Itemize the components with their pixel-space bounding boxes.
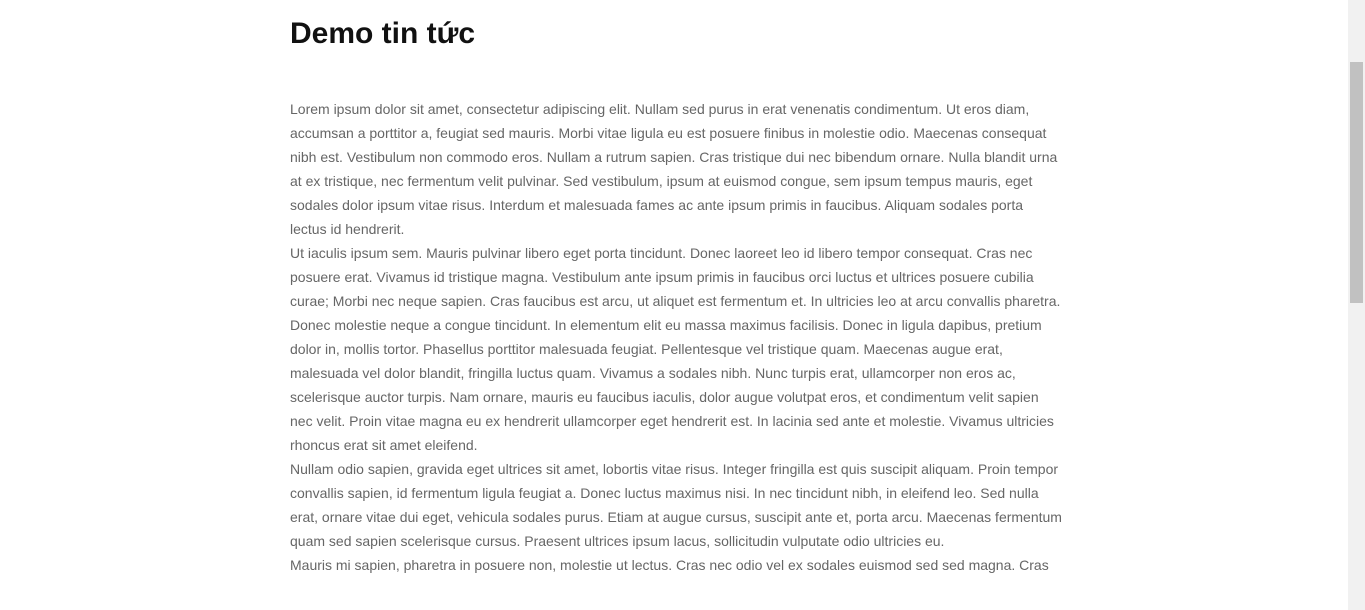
scrollbar-thumb[interactable]: [1350, 62, 1363, 303]
article-paragraph-5: Mauris mi sapien, pharetra in posuere non, molestie ut lectus. Cras nec odio vel ex sodales euismod sed sed magna. Cras: [290, 557, 1049, 573]
article-paragraph-1: Lorem ipsum dolor sit amet, consectetur adipiscing elit. Nullam sed purus in erat venenatis condimentum. Ut eros diam, accumsan a porttitor a, feugiat sed mauris. Morbi vitae ligula eu est posuere finibus in molestie odio. Maecenas consequat nibh est. Vestibulum non commodo eros. Nullam a rutrum sapien. Cras tristique dui nec bibendum ornare. Nulla blandit urna at ex tristique, nec fermentum velit pulvinar. Sed vestibulum, ipsum at euismod congue, sem ipsum tempus mauris, eget sodales dolor ipsum vitae risus. Interdum et malesuada fames ac ante ipsum primis in faucibus. Aliquam sodales porta lectus id hendrerit.: [290, 101, 1058, 237]
page-title: Demo tin tức: [290, 17, 476, 50]
article-paragraph-2: Ut iaculis ipsum sem. Mauris pulvinar libero eget porta tincidunt. Donec laoreet leo id libero tempor consequat. Cras nec posuere erat. Vivamus id tristique magna. Vestibulum ante ipsum primis in faucibus orci luctus et ultrices posuere cubilia curae; Morbi nec neque sapien. Cras faucibus est arcu, ut aliquet est fermentum et. In ultricies leo at arcu convallis pharetra.: [290, 245, 1061, 309]
vertical-scrollbar[interactable]: [1348, 0, 1365, 610]
article-paragraph-4: Nullam odio sapien, gravida eget ultrices sit amet, lobortis vitae risus. Integer fringilla est quis suscipit aliquam. Proin tempor convallis sapien, id fermentum ligula feugiat a. Donec luctus maximus nisi. In nec tincidunt nibh, in eleifend leo. Sed nulla erat, ornare vitae dui eget, vehicula sodales purus. Etiam at augue cursus, suscipit ante et, porta arcu. Maecenas fermentum quam sed sapien scelerisque cursus. Praesent ultrices ipsum lacus, sollicitudin vulputate odio ultricies eu.: [290, 461, 1062, 549]
article-paragraph-3: Donec molestie neque a congue tincidunt. In elementum elit eu massa maximus facilisis. Donec in ligula dapibus, pretium dolor in, mollis tortor. Phasellus porttitor malesuada feugiat. Pellentesque vel tristique quam. Maecenas augue erat, malesuada vel dolor blandit, fringilla luctus quam. Vivamus a sodales nibh. Nunc turpis erat, ullamcorper non eros ac, scelerisque auctor turpis. Nam ornare, mauris eu faucibus iaculis, dolor augue volutpat eros, et condimentum velit sapien nec velit. Proin vitae magna eu ex hendrerit ullamcorper eget hendrerit est. In lacinia sed ante et molestie. Vivamus ultricies rhoncus erat sit amet eleifend.: [290, 317, 1054, 453]
article-body: [290, 97, 1062, 577]
